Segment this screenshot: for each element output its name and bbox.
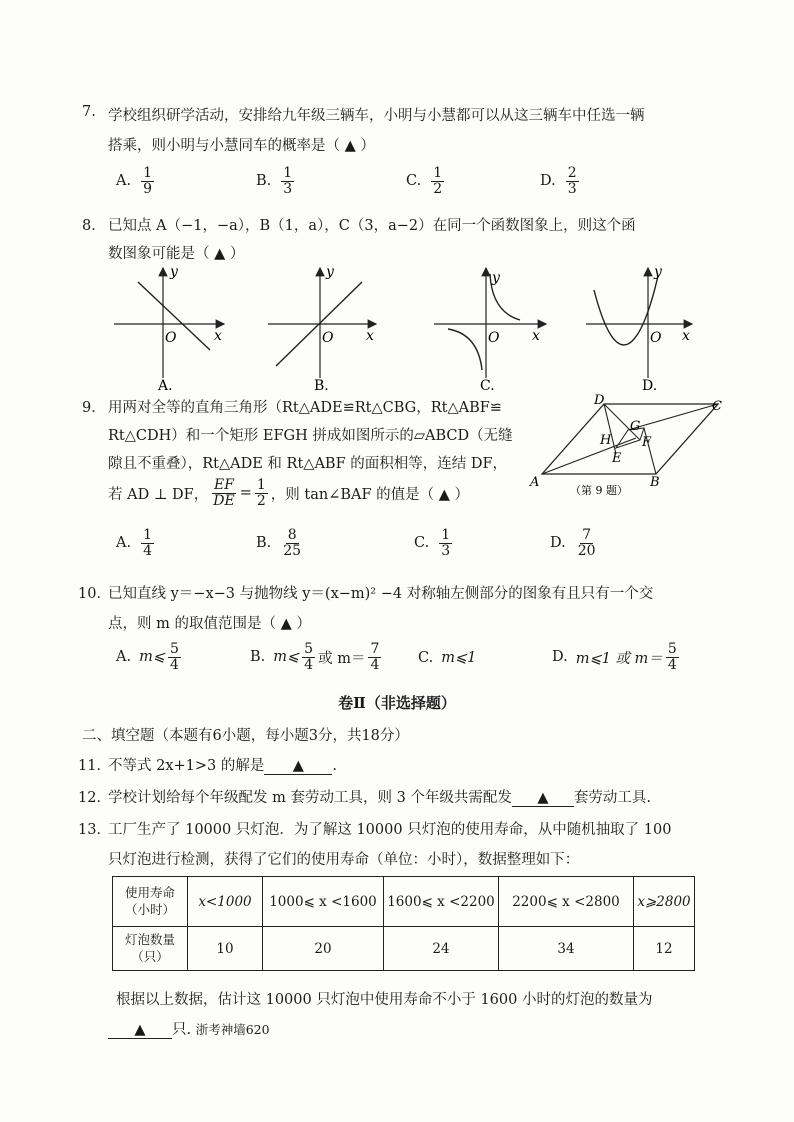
watermark: 浙考神墙620 <box>195 1022 270 1037</box>
point-h: H <box>600 433 612 448</box>
graph-d-origin: O <box>650 330 662 346</box>
q9-number: 9． <box>82 400 106 416</box>
q12-text: 学校计划给每个年级配发 m 套劳动工具，则 3 个年级共需配发 ▲ 套劳动工具. <box>108 790 652 806</box>
table-cell: x<1000 <box>188 877 263 927</box>
graph-c-y-label: y <box>492 270 500 286</box>
q10-option-a: A. m⩽ $\frac{5}{4}$ <box>116 641 179 673</box>
q13-answer-line: ▲ 只. 浙考神墙620 <box>108 1018 270 1039</box>
q7-option-c: C. $\frac{1}{2}$ <box>406 165 443 197</box>
graph-d-x-label: x <box>682 328 690 344</box>
table-row <box>113 877 695 927</box>
q10-text-line2: 点，则 m 的取值范围是（ ▲ ） <box>108 616 311 632</box>
graph-a-y-label: y <box>170 264 178 280</box>
q11-number: 11． <box>78 758 111 774</box>
q9-option-a: A. $\frac{1}{4}$ <box>116 527 153 559</box>
q13-text-line2: 只灯泡进行检测，获得了它们的使用寿命（单位：小时），数据整理如下： <box>108 852 580 868</box>
table-cell: x⩾2800 <box>634 877 695 927</box>
graph-a <box>114 264 224 394</box>
graph-d-y-label: y <box>654 264 662 280</box>
table-cell: 34 <box>499 927 634 971</box>
table-cell: 12 <box>634 927 695 971</box>
q9-option-b: B. $\frac{8}{25}$ <box>256 527 302 559</box>
graph-b-label: B. <box>314 378 329 394</box>
q11-text: 不等式 2x+1>3 的解是 ▲ . <box>108 758 337 774</box>
graph-d-label: D. <box>642 378 658 394</box>
graph-b-origin: O <box>322 330 334 346</box>
table-cell: 20 <box>263 927 384 971</box>
table-cell: 10 <box>188 927 263 971</box>
q7-text-line1: 学校组织研学活动，安排给九年级三辆车，小明与小慧都可以从这三辆车中任选一辆 <box>108 108 645 124</box>
q10-text-line1: 已知直线 y＝−x−3 与抛物线 y＝(x−m)² −4 对称轴左侧部分的图象有且只有一个交 <box>108 586 654 602</box>
section-title: 卷Ⅱ（非选择题） <box>338 694 456 712</box>
q7-option-a: A. $\frac{1}{9}$ <box>116 165 153 197</box>
graph-c-x-label: x <box>532 328 540 344</box>
q13-answer-blank[interactable]: ▲ <box>108 1022 172 1039</box>
graph-c <box>434 268 546 394</box>
point-b: B <box>650 475 660 490</box>
q9-text-line1: 用两对全等的直角三角形（Rt△ADE≌Rt△CBG，Rt△ABF≌ <box>108 400 502 416</box>
q7-number: 7. <box>82 104 96 120</box>
q12-number: 12． <box>78 790 111 806</box>
graph-a-origin: O <box>165 330 177 346</box>
table-row <box>113 927 695 971</box>
graph-b <box>268 264 376 394</box>
q10-option-d: D. m⩽1 或 m＝ $\frac{5}{4}$ <box>552 641 677 673</box>
lifespan-table <box>112 876 695 971</box>
graph-b-x-label: x <box>366 328 374 344</box>
graph-b-y-label: y <box>326 264 334 280</box>
q13-text-line1: 工厂生产了 10000 只灯泡．为了解这 10000 只灯泡的使用寿命，从中随机抽取了 100 <box>108 822 672 838</box>
q8-graphs <box>100 262 720 394</box>
table-cell: 1000⩽ x <1600 <box>263 877 384 927</box>
point-f: F <box>642 435 652 450</box>
point-a: A <box>530 475 540 490</box>
graph-c-origin: O <box>488 330 500 346</box>
q10-option-b: B. m⩽ $\frac{5}{4}$ 或 m＝ $\frac{7}{4}$ <box>250 641 380 673</box>
q8-number: 8． <box>82 218 106 234</box>
q11-answer-blank[interactable]: ▲ <box>264 758 332 775</box>
graph-d <box>586 264 692 394</box>
q12-answer-blank[interactable]: ▲ <box>512 790 574 807</box>
q13-number: 13． <box>78 822 111 838</box>
figure-caption: （第 9 题） <box>570 484 628 496</box>
table-header-lifespan: 使用寿命 （小时） <box>113 877 188 927</box>
q13-text-line3: 根据以上数据，估计这 10000 只灯泡中使用寿命不小于 1600 小时的灯泡的数量为 <box>116 992 653 1008</box>
q9-figure <box>528 392 728 496</box>
q9-option-c: C. $\frac{1}{3}$ <box>414 527 451 559</box>
table-cell: 1600⩽ x <2200 <box>384 877 499 927</box>
graph-a-x-label: x <box>214 328 222 344</box>
point-c: C <box>712 399 722 414</box>
q9-text-line4: 若 AD ⊥ DF， $\frac{EF}{DE}$ = $\frac{1}{2}$ ，则 tan∠BAF 的值是（ ▲ ） <box>108 477 470 509</box>
q7-option-b: B. $\frac{1}{3}$ <box>256 165 293 197</box>
q7-option-d: D. $\frac{2}{3}$ <box>540 165 577 197</box>
q8-text-line1: 已知点 A（−1，−a），B（1，a），C（3，a−2）在同一个函数图象上，则这个函 <box>108 218 636 234</box>
graph-c-label: C. <box>480 378 495 394</box>
section-subtitle: 二、填空题（本题有6小题，每小题3分，共18分） <box>82 728 409 744</box>
table-cell: 2200⩽ x <2800 <box>499 877 634 927</box>
point-e: E <box>612 451 622 466</box>
q8-text-line2: 数图象可能是（ ▲ ） <box>108 246 245 262</box>
q10-number: 10． <box>78 586 111 602</box>
q9-text-line3: 隙且不重叠），Rt△ADE 和 Rt△ABF 的面积相等，连结 DF， <box>108 456 508 472</box>
point-g: G <box>630 419 641 434</box>
q9-option-d: D. $\frac{7}{20}$ <box>550 527 596 559</box>
q7-text-line2: 搭乘，则小明与小慧同车的概率是（ ▲ ） <box>108 138 375 154</box>
q9-text-line2: Rt△CDH）和一个矩形 EFGH 拼成如图所示的▱ABCD（无缝 <box>108 428 513 444</box>
graph-c-curve-left <box>448 329 482 370</box>
table-header-count: 灯泡数量 （只） <box>113 927 188 971</box>
point-d: D <box>594 393 605 408</box>
graph-a-label: A. <box>158 378 173 394</box>
table-cell: 24 <box>384 927 499 971</box>
q10-option-c: C. m⩽1 <box>418 650 477 666</box>
